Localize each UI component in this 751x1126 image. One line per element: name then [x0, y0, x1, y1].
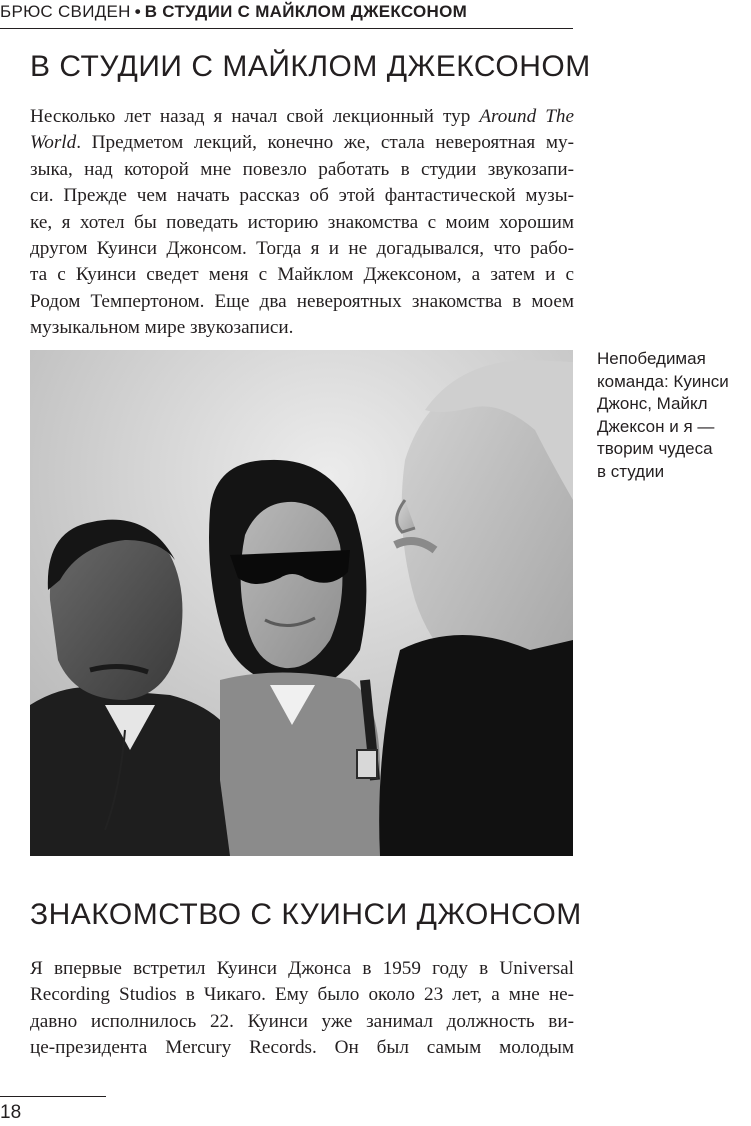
section-title-quincy: ЗНАКОМСТВО С КУИНСИ ДЖОНСОМ	[30, 898, 582, 931]
running-header	[0, 0, 573, 29]
caption-line: творим чудеса	[597, 439, 713, 458]
paragraph-line: давно исполнилось 22. Куинси уже занимал должность ви-	[30, 1010, 574, 1032]
caption-line: Джексон и я —	[597, 416, 715, 436]
caption-line: Непобедимая	[597, 349, 706, 368]
paragraph-line: це-президента Mercury Records. Он был самым молодым	[30, 1037, 574, 1059]
header-separator: •	[134, 2, 141, 21]
section2-paragraph	[30, 956, 574, 1062]
paragraph-line: World. Предметом лекций, конечно же, стала невероятная му-	[30, 132, 574, 154]
paragraph-line: та с Куинси сведет меня с Майклом Джексоном, а затем и с	[30, 264, 574, 286]
paragraph-line: Recording Studios в Чикаго. Ему было около 23 лет, а мне не-	[30, 984, 574, 1006]
italic-tour-name: World	[30, 132, 77, 154]
section-title-studio: В СТУДИИ С МАЙКЛОМ ДЖЕКСОНОМ	[30, 50, 591, 83]
paragraph-line: другом Куинси Джонсом. Тогда я и не догадывался, что рабо-	[30, 238, 574, 260]
paragraph-line: Я впервые встретил Куинси Джонса в 1959 году в Universal	[30, 958, 574, 979]
photo-caption	[597, 348, 751, 483]
header-author: БРЮС СВИДЕН	[0, 2, 131, 21]
paragraph-line: ке, я хотел бы поведать историю знакомства с моим хорошим	[30, 211, 574, 233]
header-chapter: В СТУДИИ С МАЙКЛОМ ДЖЕКСОНОМ	[144, 2, 468, 21]
page-number: 18	[0, 1102, 22, 1123]
caption-line: в студии	[597, 461, 665, 481]
photo-three-men	[30, 350, 573, 856]
section1-paragraph	[30, 104, 574, 342]
paragraph-line: Несколько лет назад я начал свой лекционный тур Around The	[30, 106, 574, 127]
paragraph-line: музыкальном мире звукозаписи.	[30, 317, 294, 339]
paragraph-line: зыка, над которой мне повезло работать в студии звукозапи-	[30, 158, 574, 180]
paragraph-line: Родом Темпертоном. Еще два невероятных знакомства в моем	[30, 290, 574, 312]
caption-line: команда: Куинси	[597, 371, 729, 391]
paragraph-line: си. Прежде чем начать рассказ об этой фантастической музы-	[30, 185, 574, 207]
italic-tour-name: Around The	[479, 106, 574, 127]
caption-line: Джонс, Майкл	[597, 394, 708, 413]
footer-divider	[0, 1096, 106, 1097]
